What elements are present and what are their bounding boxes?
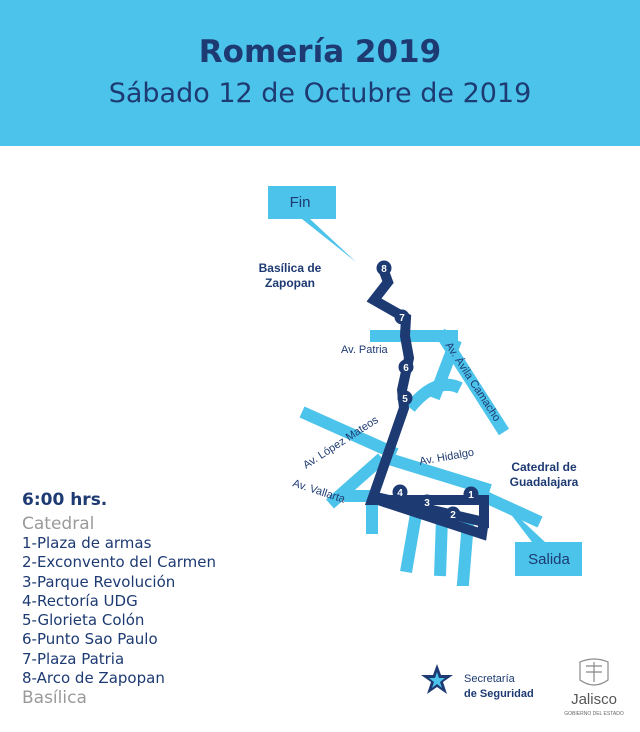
street-label-avila: Av. Ávila Camacho xyxy=(442,340,503,424)
svg-text:8: 8 xyxy=(381,264,387,275)
legend-time: 6:00 hrs. xyxy=(22,490,108,510)
svg-text:6: 6 xyxy=(403,363,409,374)
route-marker-6 xyxy=(399,360,414,375)
route-marker-2 xyxy=(446,507,461,522)
svg-text:de Seguridad: de Seguridad xyxy=(464,688,534,700)
svg-text:4: 4 xyxy=(397,488,403,499)
svg-text:1: 1 xyxy=(468,490,474,501)
legend-end: Basílica xyxy=(22,688,87,709)
street-segment xyxy=(440,518,442,576)
legend-stop: 5-Glorieta Colón xyxy=(22,611,145,630)
street-segment xyxy=(406,514,416,572)
crest-icon xyxy=(580,659,608,685)
legend-stop: 4-Rectoría UDG xyxy=(22,591,138,610)
street-label-lopez: Av. López Mateos xyxy=(301,414,381,472)
legend-stop: 1-Plaza de armas xyxy=(22,534,152,552)
svg-text:5: 5 xyxy=(402,394,408,405)
route-marker-7 xyxy=(395,310,410,325)
place-label-basilica: Basílica de Zapopan xyxy=(258,261,322,290)
star-icon xyxy=(421,664,453,694)
jalisco-logo xyxy=(556,656,632,720)
callout-fin xyxy=(268,186,356,262)
legend-stop: 6-Punto Sao Paulo xyxy=(22,630,158,649)
place-label-catedral: Catedral de Guadalajara xyxy=(509,460,579,489)
end-label: Fin xyxy=(289,194,311,211)
route-marker-8 xyxy=(377,261,392,276)
secretaria-seguridad-logo xyxy=(418,660,558,710)
page-title: Romería 2019 xyxy=(198,34,442,70)
route-marker-4 xyxy=(393,485,408,500)
street-label-vallarta: Av. Vallarta xyxy=(291,477,347,506)
svg-text:Jalisco: Jalisco xyxy=(571,691,617,708)
route-marker-1 xyxy=(464,487,479,502)
route-legend xyxy=(22,490,216,708)
route-marker-5 xyxy=(398,391,413,406)
svg-text:Secretaría: Secretaría xyxy=(464,673,515,685)
page-subtitle: Sábado 12 de Octubre de 2019 xyxy=(108,78,532,109)
svg-text:7: 7 xyxy=(399,313,405,324)
start-label: Salida xyxy=(528,551,570,568)
header-banner xyxy=(0,0,640,146)
svg-text:3: 3 xyxy=(424,498,430,509)
legend-stop: 3-Parque Revolución xyxy=(22,572,176,591)
legend-stop: 7-Plaza Patria xyxy=(22,649,125,668)
svg-text:GOBIERNO DEL ESTADO: GOBIERNO DEL ESTADO xyxy=(564,711,624,717)
legend-start: Catedral xyxy=(22,514,95,534)
legend-stop: 8-Arco de Zapopan xyxy=(22,669,165,688)
street-label-patria: Av. Patria xyxy=(341,344,388,356)
street-label-hidalgo: Av. Hidalgo xyxy=(418,446,475,468)
route-marker-3 xyxy=(420,495,435,510)
legend-stop: 2-Exconvento del Carmen xyxy=(22,553,217,572)
svg-text:2: 2 xyxy=(450,510,456,521)
